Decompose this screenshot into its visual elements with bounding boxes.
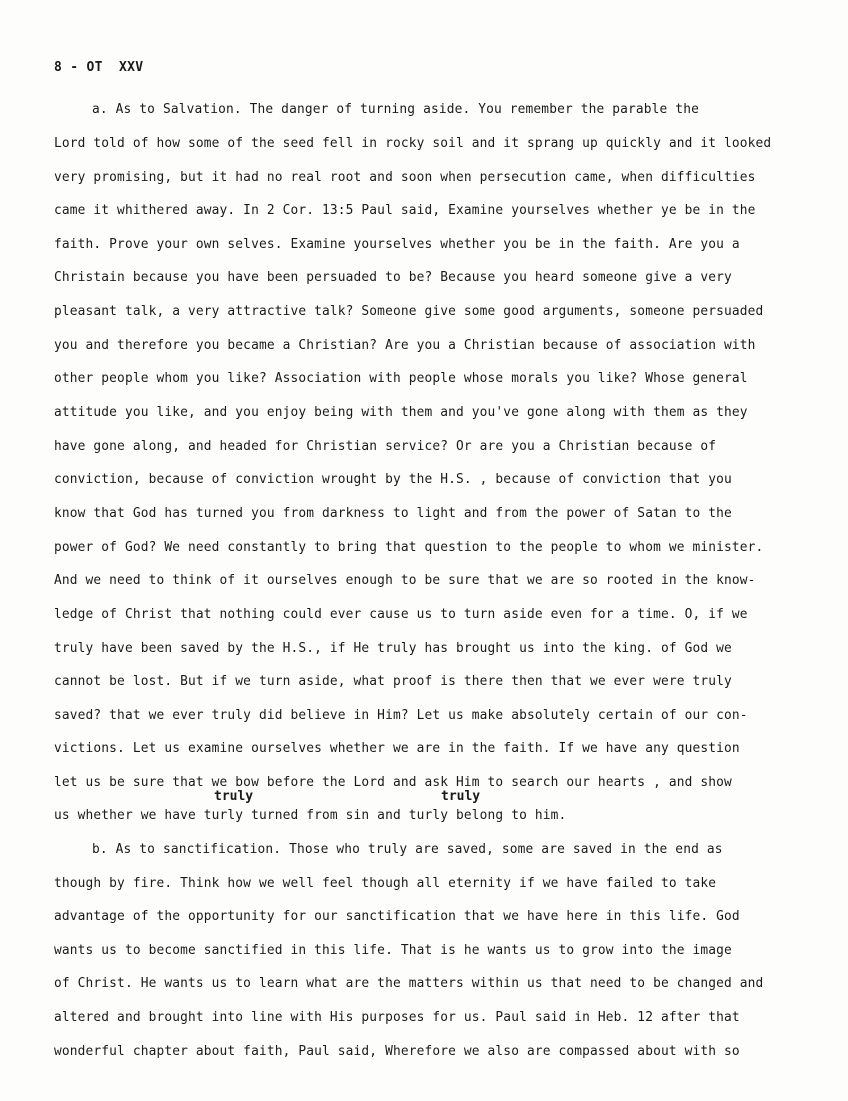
text-line: Christain because you have been persuaded to be? Because you heard someone give a very	[54, 270, 732, 285]
text-line: advantage of the opportunity for our sanctification that we have here in this life. God	[54, 909, 740, 924]
interlinear-correction: truly	[441, 789, 481, 804]
text-line: of Christ. He wants us to learn what are the matters within us that need to be changed and	[54, 976, 764, 991]
text-line: victions. Let us examine ourselves whether we are in the faith. If we have any question	[54, 741, 740, 756]
page-header: 8 - OT XXV	[54, 60, 144, 75]
text-line: Lord told of how some of the seed fell in rocky soil and it sprang up quickly and it looked	[54, 136, 772, 151]
text-line: other people whom you like? Association with people whose morals you like? Whose general	[54, 371, 748, 386]
text-line: though by fire. Think how we well feel though all eternity if we have failed to take	[54, 876, 717, 891]
text-line: altered and brought into line with His purposes for us. Paul said in Heb. 12 after that	[54, 1010, 740, 1025]
text-line: truly have been saved by the H.S., if He truly has brought us into the king. of God we	[54, 641, 732, 656]
text-line: a. As to Salvation. The danger of turning aside. You remember the parable the	[92, 102, 699, 117]
text-line: pleasant talk, a very attractive talk? Someone give some good arguments, someone persuaded	[54, 304, 764, 319]
text-line: came it whithered away. In 2 Cor. 13:5 Paul said, Examine yourselves whether ye be in the	[54, 203, 756, 218]
text-line: power of God? We need constantly to bring that question to the people to whom we minister.	[54, 540, 764, 555]
text-line: And we need to think of it ourselves enough to be sure that we are so rooted in the know-	[54, 573, 756, 588]
text-line: have gone along, and headed for Christian service? Or are you a Christian because of	[54, 439, 717, 454]
text-line: let us be sure that we bow before the Lord and ask Him to search our hearts , and show	[54, 775, 732, 790]
text-line: saved? that we ever truly did believe in Him? Let us make absolutely certain of our con-	[54, 708, 748, 723]
text-line: you and therefore you became a Christian? Are you a Christian because of association with	[54, 338, 756, 353]
text-line: faith. Prove your own selves. Examine yourselves whether you be in the faith. Are you a	[54, 237, 740, 252]
text-line: conviction, because of conviction wrought by the H.S. , because of conviction that you	[54, 472, 732, 487]
text-line: wonderful chapter about faith, Paul said, Wherefore we also are compassed about with so	[54, 1044, 740, 1059]
text-line: us whether we have turly turned from sin and turly belong to him.	[54, 808, 567, 823]
text-line: wants us to become sanctified in this life. That is he wants us to grow into the image	[54, 943, 732, 958]
text-line: attitude you like, and you enjoy being with them and you've gone along with them as they	[54, 405, 748, 420]
interlinear-correction: truly	[214, 789, 254, 804]
text-line: cannot be lost. But if we turn aside, what proof is there then that we ever were truly	[54, 674, 732, 689]
text-line: b. As to sanctification. Those who truly are saved, some are saved in the end as	[92, 842, 723, 857]
text-line: know that God has turned you from darkness to light and from the power of Satan to the	[54, 506, 732, 521]
text-line: very promising, but it had no real root and soon when persecution came, when difficulties	[54, 170, 756, 185]
text-line: ledge of Christ that nothing could ever cause us to turn aside even for a time. O, if we	[54, 607, 748, 622]
